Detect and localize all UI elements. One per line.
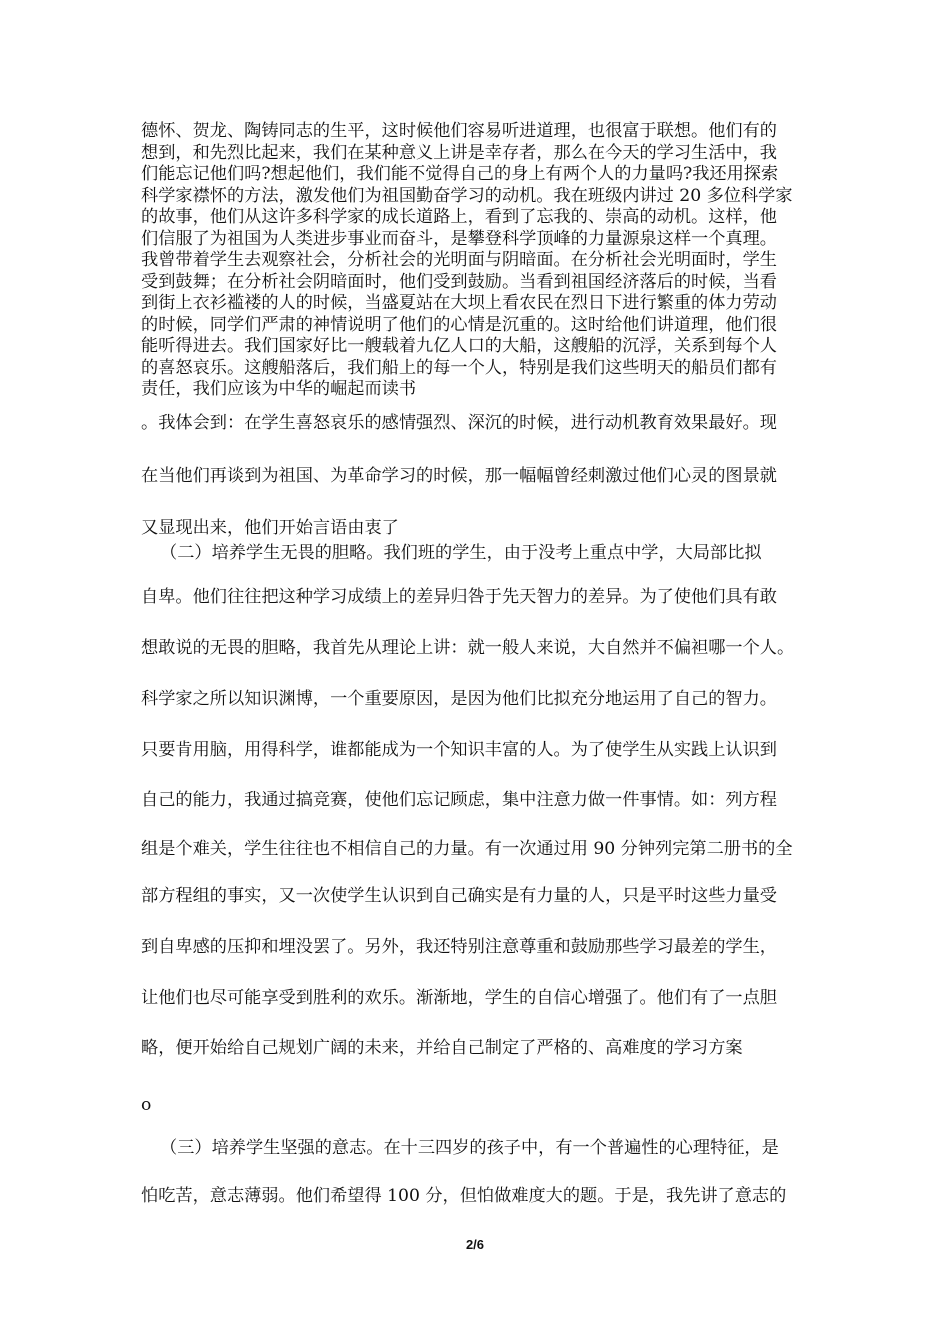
text-line: 略，便开始给自己规划广阔的未来，并给自己制定了严格的、高难度的学习方案: [141, 1038, 743, 1058]
text-line: 到自卑感的压抑和埋没罢了。另外，我还特别注意尊重和鼓励那些学习最差的学生，: [141, 937, 777, 957]
text-line: 们信服了为祖国为人类进步事业而奋斗，是攀登科学顶峰的力量源泉这样一个真理。: [141, 228, 777, 249]
text-line: 的喜怒哀乐。这艘船落后，我们船上的每一个人，特别是我们这些明天的船员们都有: [141, 357, 777, 378]
text-line: 想敢说的无畏的胆略，我首先从理论上讲：就一般人来说，大自然并不偏袒哪一个人。: [141, 638, 795, 658]
text-line: 的故事，他们从这许多科学家的成长道路上，看到了忘我的、崇高的动机。这样，他: [141, 207, 777, 227]
text-line: 怕吃苦，意志薄弱。他们希望得 100 分，但怕做难度大的题。于是，我先讲了意志的: [141, 1186, 787, 1206]
text-line: 只要肯用脑，用得科学，谁都能成为一个知识丰富的人。为了使学生从实践上认识到: [141, 740, 777, 760]
text-line: 德怀、贺龙、陶铸同志的生平，这时候他们容易听进道理，也很富于联想。他们有的: [141, 121, 777, 141]
text-line: 在当他们再谈到为祖国、为革命学习的时候，那一幅幅曾经刺激过他们心灵的图景就: [141, 466, 777, 486]
text-line: 科学家之所以知识渊博，一个重要原因，是因为他们比拟充分地运用了自己的智力。: [141, 689, 777, 709]
text-line: 部方程组的事实，又一次使学生认识到自己确实是有力量的人，只是平时这些力量受: [141, 886, 777, 906]
text-line: 组是个难关，学生往往也不相信自己的力量。有一次通过用 90 分钟列完第二册书的全: [141, 839, 793, 859]
text-line: 。我体会到：在学生喜怒哀乐的感情强烈、深沉的时候，进行动机教育效果最好。现: [141, 413, 777, 433]
text-line: 又显现出来，他们开始言语由衷了: [141, 518, 399, 538]
text-line: 自卑。他们往往把这种学习成绩上的差异归咎于先天智力的差异。为了使他们具有敢: [141, 587, 777, 607]
text-line: 责任，我们应该为中华的崛起而读书: [141, 379, 417, 399]
page-number: 2/6: [465, 1237, 485, 1252]
text-line: 让他们也尽可能享受到胜利的欢乐。渐渐地，学生的自信心增强了。他们有了一点胆: [141, 988, 777, 1008]
text-line: 能听得进去。我们国家好比一艘载着九亿人口的大船，这艘船的沉浮，关系到每个人: [141, 336, 777, 356]
text-line: 的时候，同学们严肃的神情说明了他们的心情是沉重的。这时给他们讲道理，他们很: [141, 314, 777, 335]
section-heading-line: （二）培养学生无畏的胆略。我们班的学生，由于没考上重点中学，大局部比拟: [160, 543, 762, 563]
paragraph-dense-section: [141, 121, 821, 401]
text-line: o: [141, 1095, 152, 1115]
text-line: 受到鼓舞；在分析社会阴暗面时，他们受到鼓励。当看到祖国经济落后的时候，当看: [141, 271, 777, 292]
text-line: 科学家襟怀的方法，激发他们为祖国勤奋学习的动机。我在班级内讲过 20 多位科学家: [141, 185, 793, 206]
text-line: 们能忘记他们吗?想起他们，我们能不觉得自己的身上有两个人的力量吗?我还用探索: [141, 164, 779, 184]
section-heading-line: （三）培养学生坚强的意志。在十三四岁的孩子中，有一个普遍性的心理特征，是: [160, 1138, 779, 1158]
text-line: 我曾带着学生去观察社会，分析社会的光明面与阴暗面。在分析社会光明面时，学生: [141, 250, 777, 270]
text-line: 想到，和先烈比起来，我们在某种意义上讲是幸存者，那么在今天的学习生活中，我: [141, 142, 777, 163]
text-line: 自己的能力，我通过搞竞赛，使他们忘记顾虑，集中注意力做一件事情。如：列方程: [141, 790, 777, 810]
text-line: 到街上衣衫褴褛的人的时候，当盛夏站在大坝上看农民在烈日下进行繁重的体力劳动: [141, 293, 777, 313]
